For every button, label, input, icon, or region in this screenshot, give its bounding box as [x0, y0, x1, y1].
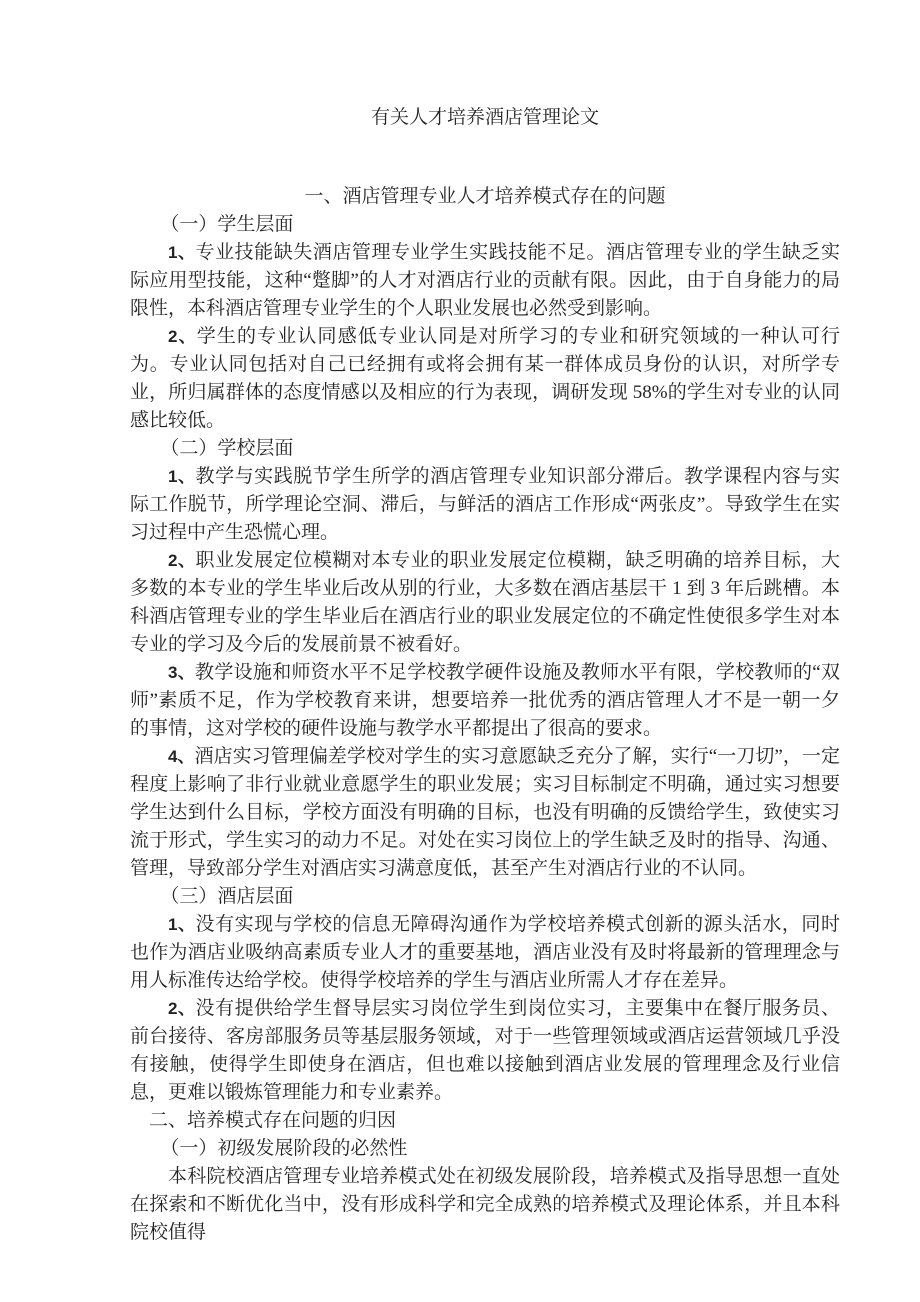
document-title: 有关人才培养酒店管理论文 — [370, 107, 599, 128]
section-heading-2: 二、培养模式存在问题的归因 — [149, 1110, 397, 1131]
paragraph — [130, 239, 840, 323]
section-heading-1: 一、酒店管理专业人才培养模式存在的问题 — [304, 186, 666, 207]
paragraph-text: 没有提供给学生督导层实习岗位学生到岗位实习，主要集中在餐厅服务员、前台接待、客房部服务员等基层服务领域，对于一些管理领域或酒店运营领域几乎没有接触，使得学生即使身在酒店，但也难以接触到酒店业发展的管理理念及行业信息，更难以锻炼管理能力和专业素养。 — [130, 998, 840, 1103]
paragraph-number: 2、 — [168, 327, 197, 346]
paragraph-number: 1、 — [168, 243, 196, 262]
subsection-heading-initial-stage: （一）初级发展阶段的必然性 — [160, 1138, 408, 1159]
paragraph — [130, 995, 840, 1107]
paragraph-text: 教学与实践脱节学生所学的酒店管理专业知识部分滞后。教学课程内容与实际工作脱节，所学理论空洞、滞后，与鲜活的酒店工作形成“两张皮”。导致学生在实习过程中产生恐慌心理。 — [130, 466, 840, 543]
paragraph-text: 教学设施和师资水平不足学校教学硬件设施及教师水平有限，学校教师的“双师”素质不足，作为学校教育来讲，想要培养一批优秀的酒店管理人才不是一朝一夕的事情，这对学校的硬件设施与教学水平都提出了很高的要求。 — [130, 662, 840, 739]
paragraph-number: 2、 — [168, 999, 196, 1018]
paragraph-text: 专业技能缺失酒店管理专业学生实践技能不足。酒店管理专业的学生缺乏实际应用型技能，这种“蹩脚”的人才对酒店行业的贡献有限。因此，由于自身能力的局限性，本科酒店管理专业学生的个人职业发展也必然受到影响。 — [130, 242, 840, 319]
paragraph — [130, 547, 840, 659]
paragraph-number: 4、 — [168, 747, 195, 766]
paragraph — [130, 743, 840, 883]
subsection-heading-hotel: （三）酒店层面 — [160, 886, 294, 907]
subsection-heading-school: （二）学校层面 — [160, 438, 294, 459]
subsection-heading-students: （一）学生层面 — [160, 214, 294, 235]
paragraph — [130, 463, 840, 547]
paragraph-number: 3、 — [168, 663, 196, 682]
paragraph-text: 职业发展定位模糊对本专业的职业发展定位模糊，缺乏明确的培养目标，大多数的本专业的学生毕业后改从别的行业，大多数在酒店基层干 1 到 3 年后跳槽。本科酒店管理专业的学生毕业后在酒店行业的职业发展定位的不确定性使很多学生对本专业的学习及今后的发展前景不被看好。 — [130, 550, 840, 655]
paragraph-text: 没有实现与学校的信息无障碍沟通作为学校培养模式创新的源头活水，同时也作为酒店业吸纳高素质专业人才的重要基地，酒店业没有及时将最新的管理理念与用人标准传达给学校。使得学校培养的学生与酒店业所需人才存在差异。 — [130, 914, 840, 991]
paragraph-text: 学生的专业认同感低专业认同是对所学习的专业和研究领域的一种认可行为。专业认同包括对自己已经拥有或将会拥有某一群体成员身份的认识，对所学专业，所归属群体的态度情感以及相应的行为表现，调研发现 58%的学生对专业的认同感比较低。 — [130, 326, 840, 431]
paragraph — [130, 911, 840, 995]
paragraph — [130, 323, 840, 435]
paragraph-number: 1、 — [168, 915, 196, 934]
paragraph-number: 1、 — [168, 467, 196, 486]
paragraph — [130, 1163, 840, 1247]
paragraph-text: 本科院校酒店管理专业培养模式处在初级发展阶段，培养模式及指导思想一直处在探索和不断优化当中，没有形成科学和完全成熟的培养模式及理论体系，并且本科院校值得 — [130, 1166, 840, 1243]
paragraph-number: 2、 — [168, 551, 196, 570]
paragraph-text: 酒店实习管理偏差学校对学生的实习意愿缺乏充分了解，实行“一刀切”，一定程度上影响了非行业就业意愿学生的职业发展；实习目标制定不明确，通过实习想要学生达到什么目标，学校方面没有明确的目标，也没有明确的反馈给学生，致使实习流于形式，学生实习的动力不足。对处在实习岗位上的学生缺乏及时的指导、沟通、管理，导致部分学生对酒店实习满意度低，甚至产生对酒店行业的不认同。 — [130, 746, 840, 879]
paragraph — [130, 659, 840, 743]
